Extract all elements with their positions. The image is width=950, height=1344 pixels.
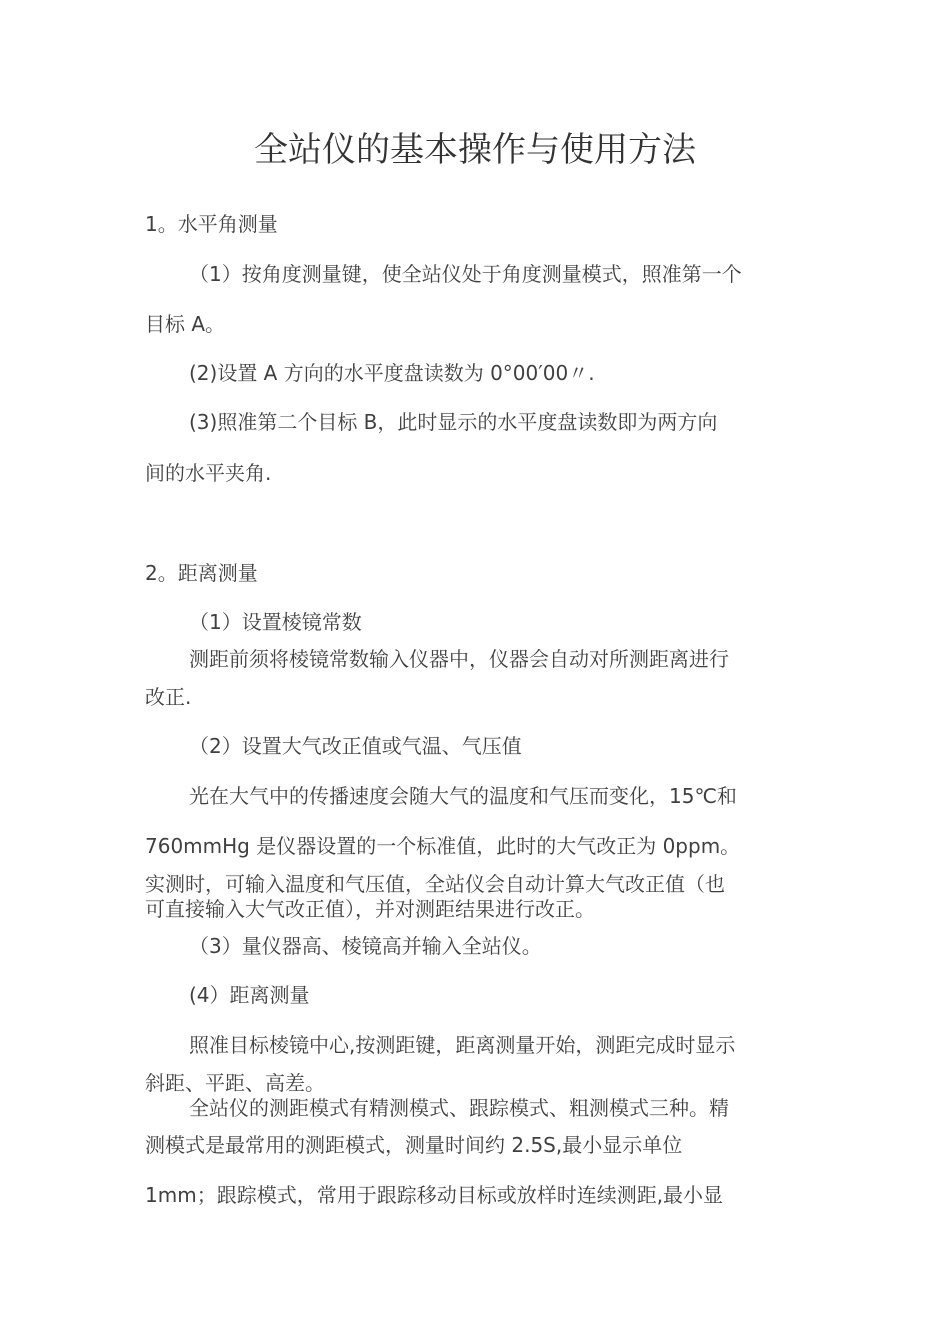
paragraph-line: 1mm；跟踪模式，常用于跟踪移动目标或放样时连续测距,最小显 — [145, 1183, 724, 1207]
paragraph-line: (3)照准第二个目标 B，此时显示的水平度盘读数即为两方向 — [189, 410, 718, 434]
paragraph-line: 改正. — [145, 685, 192, 709]
paragraph-line: 可直接输入大气改正值），并对测距结果进行改正。 — [145, 897, 595, 921]
section-heading-horizontal-angle: 1。水平角测量 — [145, 212, 278, 236]
paragraph-line: 照准目标棱镜中心,按测距键，距离测量开始，测距完成时显示 — [189, 1033, 736, 1057]
paragraph-line: 目标 A。 — [145, 312, 226, 336]
paragraph-line: 间的水平夹角. — [145, 461, 272, 485]
paragraph-line: (2)设置 A 方向的水平度盘读数为 0°00′00〃. — [189, 361, 595, 385]
document-title: 全站仪的基本操作与使用方法 — [254, 130, 696, 170]
paragraph-line: （3）量仪器高、棱镜高并输入全站仪。 — [189, 934, 542, 958]
paragraph-line: 测距前须将棱镜常数输入仪器中，仪器会自动对所测距离进行 — [189, 647, 729, 671]
paragraph-line: （1）按角度测量键，使全站仪处于角度测量模式，照准第一个 — [189, 262, 742, 286]
paragraph-line: 实测时，可输入温度和气压值，全站仪会自动计算大气改正值（也 — [145, 872, 725, 896]
paragraph-line: 斜距、平距、高差。 — [145, 1071, 325, 1095]
paragraph-line: 全站仪的测距模式有精测模式、跟踪模式、粗测模式三种。精 — [189, 1096, 729, 1120]
section-heading-distance: 2。距离测量 — [145, 561, 258, 585]
paragraph-line: （2）设置大气改正值或气温、气压值 — [189, 734, 522, 758]
paragraph-line: (4）距离测量 — [189, 983, 310, 1007]
paragraph-line: 760mmHg 是仪器设置的一个标准值，此时的大气改正为 0ppm。 — [145, 834, 741, 858]
paragraph-line: 测模式是最常用的测距模式，测量时间约 2.5S,最小显示单位 — [145, 1133, 683, 1157]
paragraph-line: （1）设置棱镜常数 — [189, 610, 362, 634]
paragraph-line: 光在大气中的传播速度会随大气的温度和气压而变化，15℃和 — [189, 784, 737, 808]
